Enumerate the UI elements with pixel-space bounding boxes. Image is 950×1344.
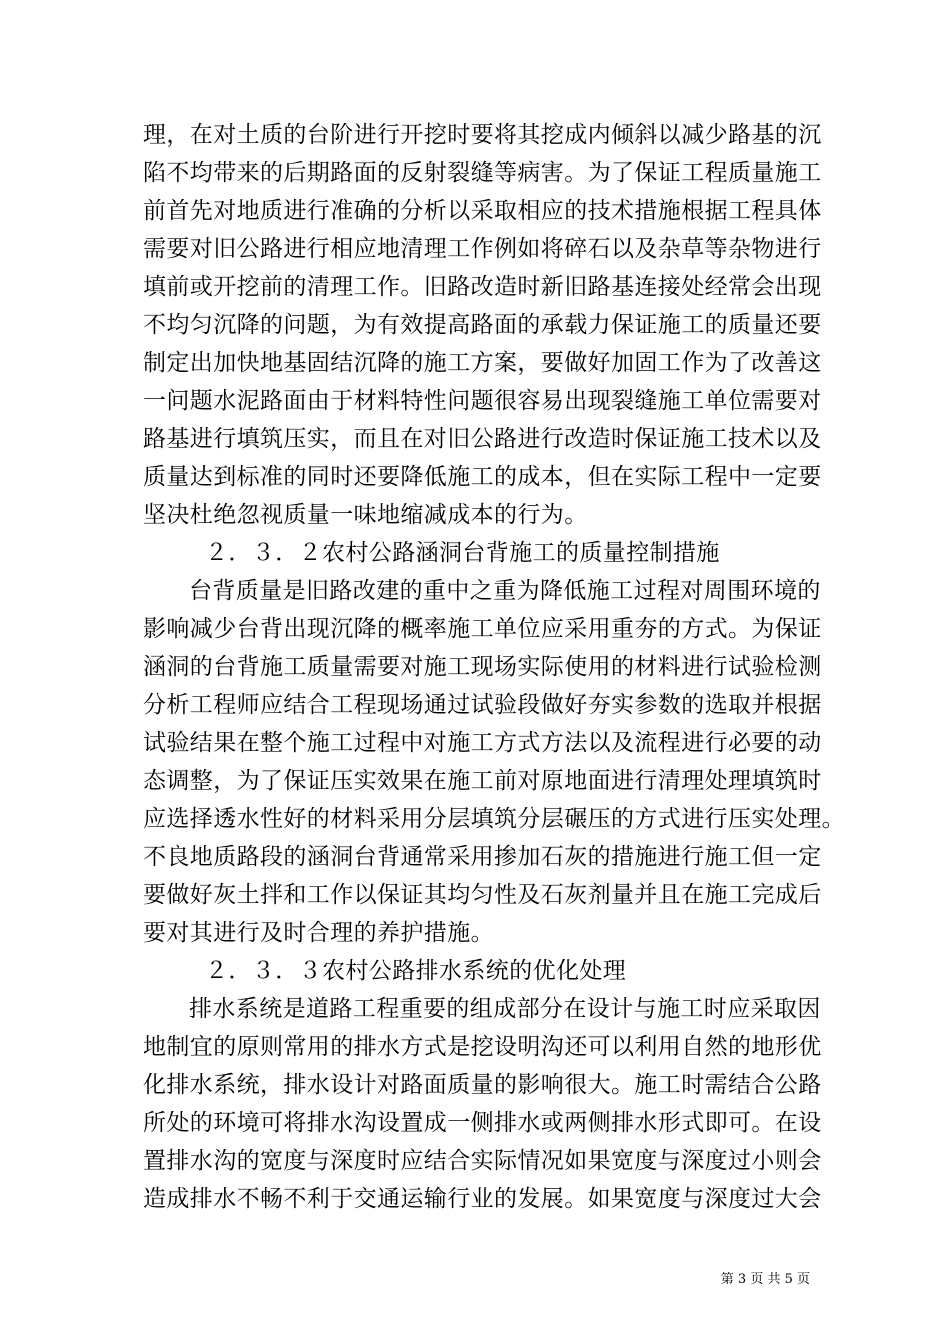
section-heading: ２．３．３农村公路排水系统的优化处理: [205, 958, 627, 984]
text-line: 坚决杜绝忽视质量一味地缩减成本的行为。: [143, 502, 588, 528]
text-line: 态调整，为了保证压实效果在施工前对原地面进行清理处理填筑时: [143, 768, 822, 794]
text-line: 一问题水泥路面由于材料特性问题很容易出现裂缝施工单位需要对: [143, 388, 822, 414]
text-line: 所处的环境可将排水沟设置成一侧排水或两侧排水形式即可。在设: [143, 1110, 822, 1136]
paragraph-first-line: 排水系统是道路工程重要的组成部分在设计与施工时应采取因: [189, 996, 821, 1022]
text-line: 质量达到标准的同时还要降低施工的成本，但在实际工程中一定要: [143, 464, 822, 490]
body-text: [143, 116, 845, 1218]
text-line: 分析工程师应结合工程现场通过试验段做好夯实参数的选取并根据: [143, 692, 822, 718]
text-line: 造成排水不畅不利于交通运输行业的发展。如果宽度与深度过大会: [143, 1186, 822, 1212]
text-line: 要做好灰土拌和工作以保证其均匀性及石灰剂量并且在施工完成后: [143, 882, 822, 908]
text-line: 试验结果在整个施工过程中对施工方式方法以及流程进行必要的动: [143, 730, 822, 756]
text-line: 填前或开挖前的清理工作。旧路改造时新旧路基连接处经常会出现: [143, 274, 822, 300]
text-line: 陷不均带来的后期路面的反射裂缝等病害。为了保证工程质量施工: [143, 160, 822, 186]
text-line: 不均匀沉降的问题，为有效提高路面的承载力保证施工的质量还要: [143, 312, 822, 338]
text-line: 地制宜的原则常用的排水方式是挖设明沟还可以利用自然的地形优: [143, 1034, 822, 1060]
text-line: 制定出加快地基固结沉降的施工方案，要做好加固工作为了改善这: [143, 350, 822, 376]
text-line: 前首先对地质进行准确的分析以采取相应的技术措施根据工程具体: [143, 198, 822, 224]
text-line: 应选择透水性好的材料采用分层填筑分层碾压的方式进行压实处理。: [143, 806, 845, 832]
page-number: 第 3 页 共 5 页: [720, 1272, 810, 1287]
text-line: 不良地质路段的涵洞台背通常采用掺加石灰的措施进行施工但一定: [143, 844, 822, 870]
text-line: 需要对旧公路进行相应地清理工作例如将碎石以及杂草等杂物进行: [143, 236, 822, 262]
text-line: 化排水系统，排水设计对路面质量的影响很大。施工时需结合公路: [143, 1072, 822, 1098]
text-line: 路基进行填筑压实，而且在对旧公路进行改造时保证施工技术以及: [143, 426, 822, 452]
text-line: 理，在对土质的台阶进行开挖时要将其挖成内倾斜以减少路基的沉: [143, 122, 822, 148]
text-line: 涵洞的台背施工质量需要对施工现场实际使用的材料进行试验检测: [143, 654, 822, 680]
paragraph-first-line: 台背质量是旧路改建的重中之重为降低施工过程对周围环境的: [189, 578, 821, 604]
section-heading: ２．３．２农村公路涵洞台背施工的质量控制措施: [205, 540, 720, 566]
text-line: 要对其进行及时合理的养护措施。: [143, 920, 494, 946]
text-line: 置排水沟的宽度与深度时应结合实际情况如果宽度与深度过小则会: [143, 1148, 822, 1174]
text-line: 影响减少台背出现沉降的概率施工单位应采用重夯的方式。为保证: [143, 616, 822, 642]
